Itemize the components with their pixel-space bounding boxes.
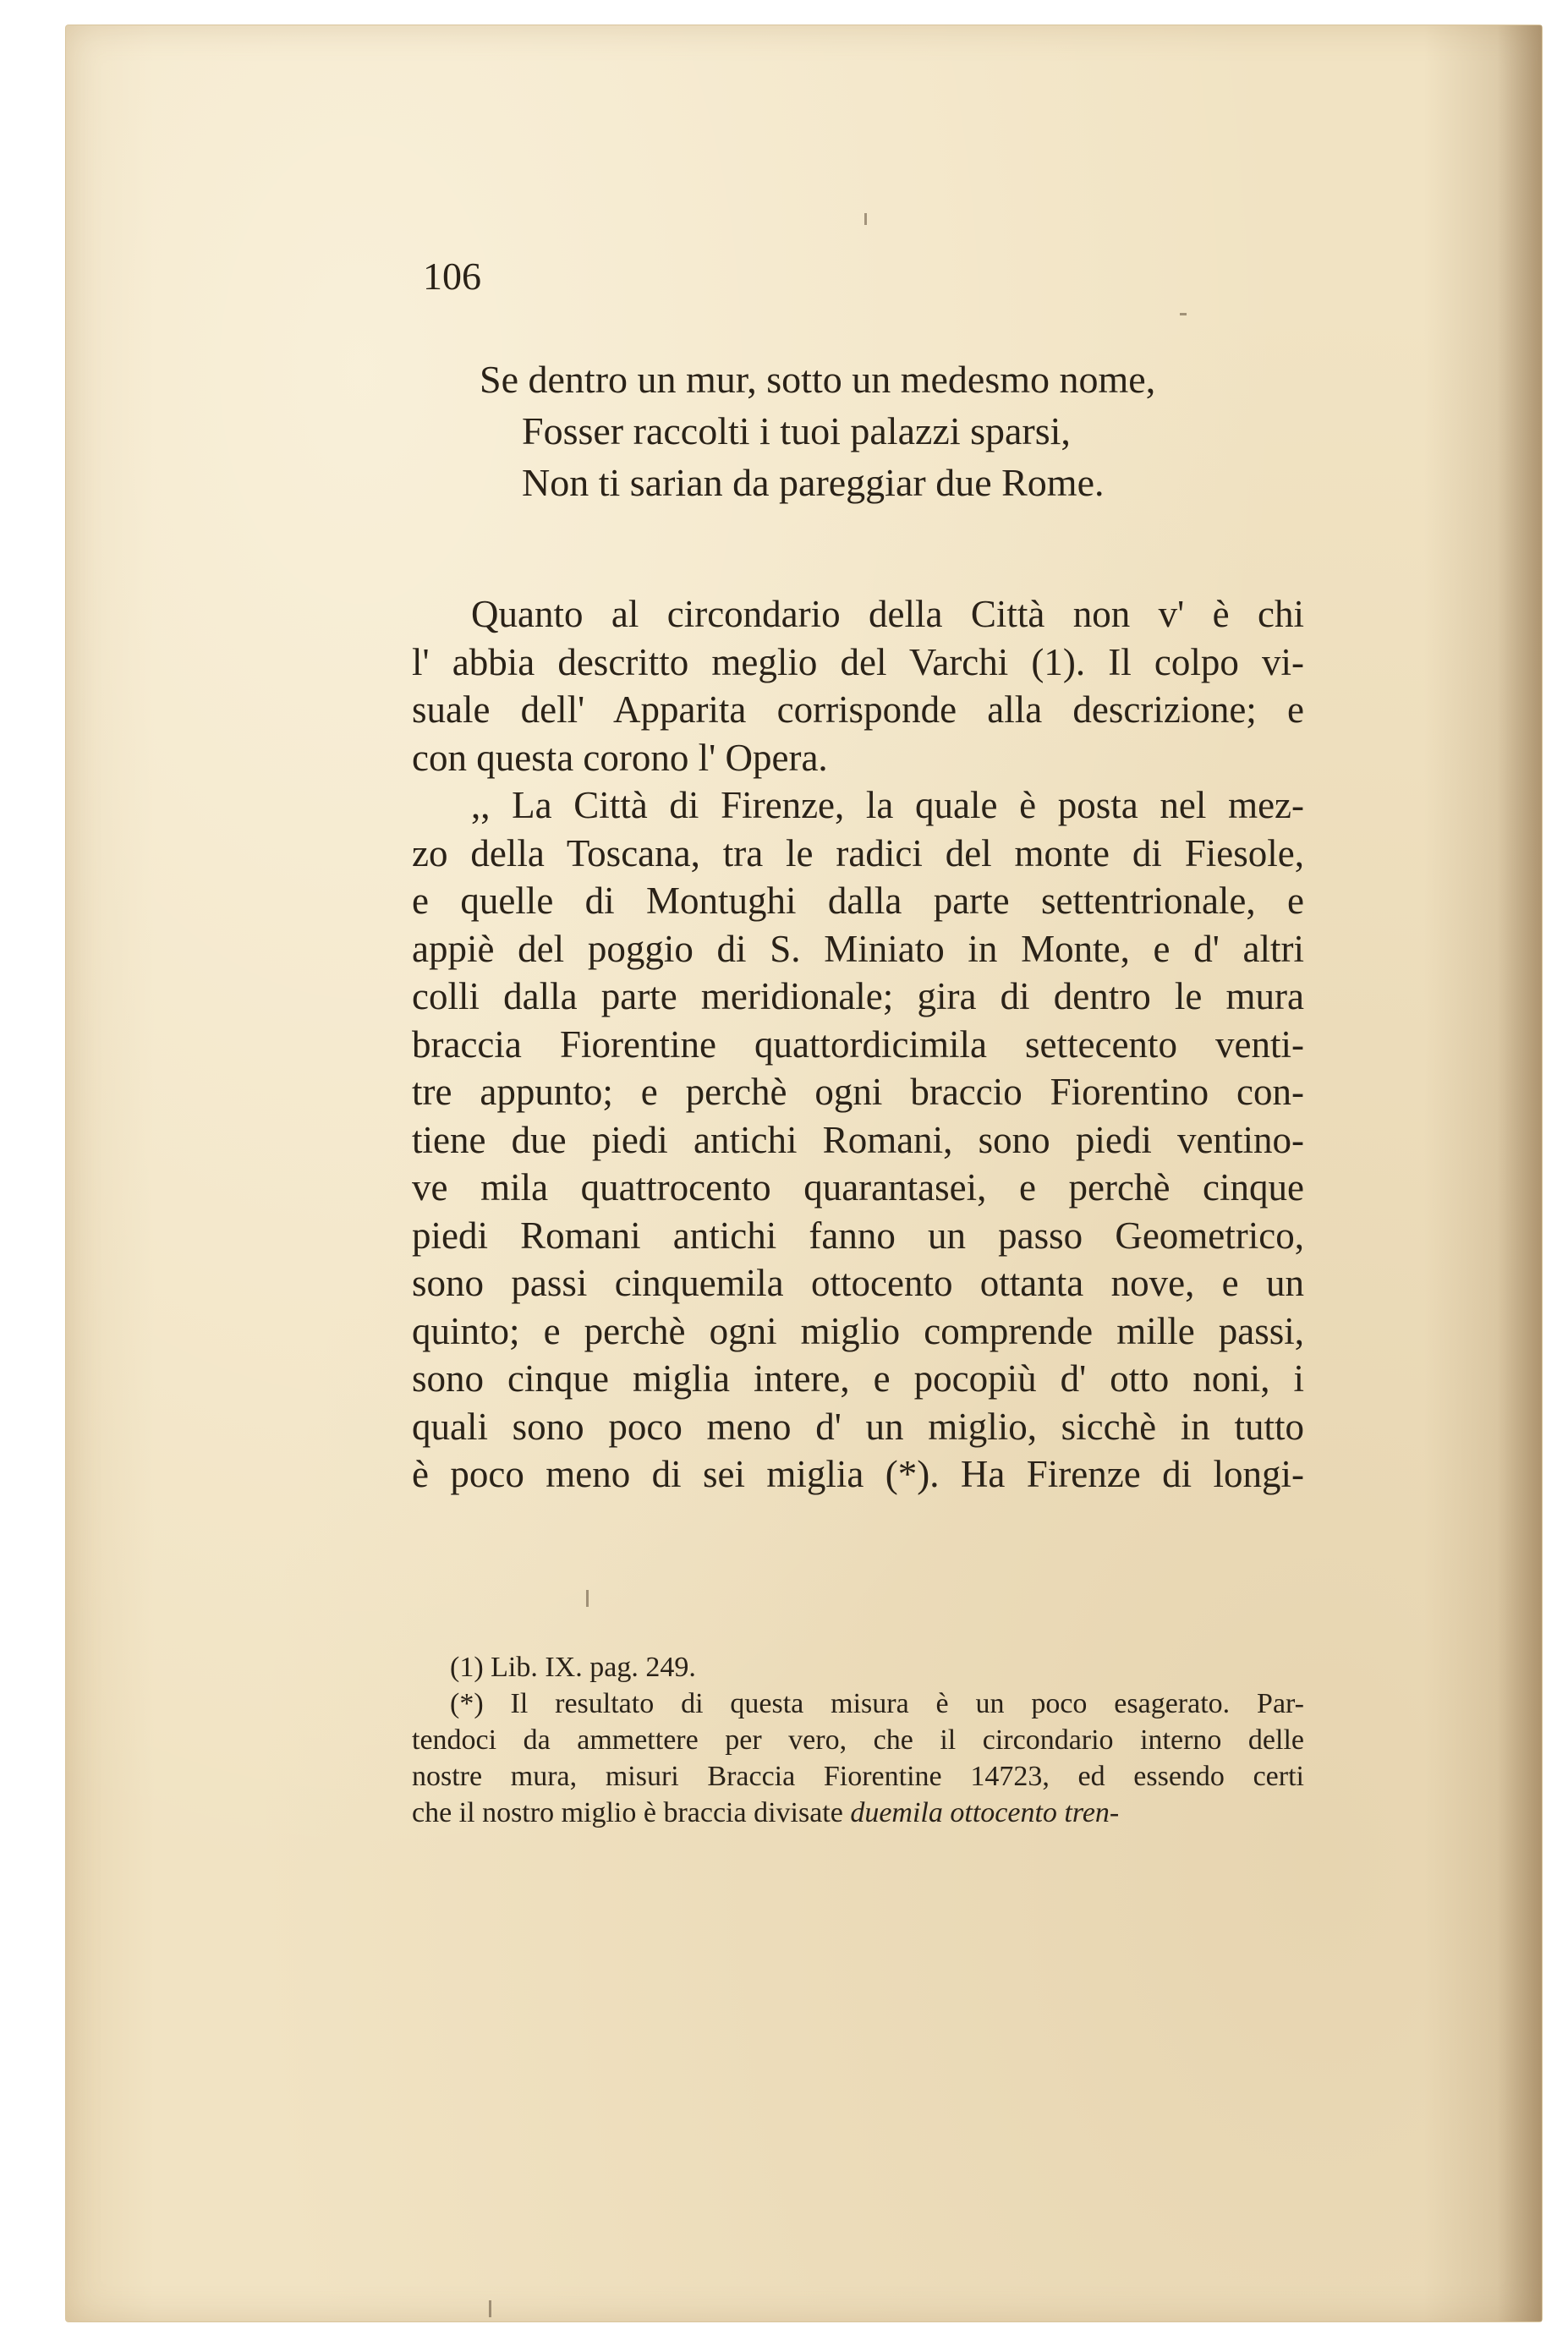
verse-line: Non ti sarian da pareggiar due Rome. (522, 461, 1105, 504)
body-line: con questa corono l' Opera. (412, 736, 828, 779)
verse-line: Se dentro un mur, sotto un medesmo nome, (480, 358, 1156, 401)
verse-block (480, 354, 1155, 508)
body-line: ,, La Città di Firenze, la quale è posta nel mez- (471, 784, 1304, 826)
body-line: ve mila quattrocento quarantasei, e perchè cinque (412, 1166, 1304, 1209)
body-line: suale dell' Apparita corrisponde alla descrizione; e (412, 688, 1304, 731)
body-line: è poco meno di sei miglia (*). Ha Firenze di longi- (412, 1453, 1304, 1495)
ink-speck (1180, 313, 1187, 315)
body-line: l' abbia descritto meglio del Varchi (1). Il colpo vi- (412, 640, 1304, 683)
body-text (412, 590, 1304, 1499)
ink-speck (489, 2300, 491, 2317)
body-line: tre appunto; e perchè ogni braccio Fiorentino con- (412, 1071, 1304, 1113)
footnote-2-plain-text: che il nostro miglio è braccia divisate (412, 1797, 851, 1828)
body-line: braccia Fiorentine quattordicimila settecento venti- (412, 1022, 1304, 1066)
footnote-1: (1) Lib. IX. pag. 249. (450, 1652, 696, 1683)
verse-line: Fosser raccolti i tuoi palazzi sparsi, (522, 409, 1071, 452)
body-line: e quelle di Montughi dalla parte settentrionale, e (412, 880, 1304, 922)
body-line: quali sono poco meno d' un miglio, sicchè in tutto (412, 1405, 1304, 1448)
body-line: quinto; e perchè ogni miglio comprende mille passi, (412, 1309, 1304, 1352)
footnote-2-italic-text: duemila ottocento tren- (850, 1797, 1120, 1828)
footnote-2-line: tendoci da ammettere per vero, che il circondario interno delle (412, 1724, 1304, 1756)
ink-speck (586, 1590, 589, 1607)
ink-speck (864, 213, 867, 225)
body-line: tiene due piedi antichi Romani, sono piedi ventino- (412, 1118, 1304, 1161)
page-edge-shadow (1497, 25, 1542, 2321)
body-line: sono cinque miglia intere, e pocopiù d' otto noni, i (412, 1357, 1304, 1400)
body-line: appiè del poggio di S. Miniato in Monte, e d' altri (412, 927, 1304, 970)
footnote-2-last-line (412, 1795, 1304, 1831)
body-line: zo della Toscana, tra le radici del monte di Fiesole, (412, 831, 1304, 874)
footnote-2-line: nostre mura, misuri Braccia Fiorentine 14723, ed essendo certi (412, 1761, 1304, 1792)
footnote-2-line: (*) Il resultato di questa misura è un poco esagerato. Par- (450, 1688, 1304, 1719)
body-line: sono passi cinquemila ottocento ottanta nove, e un (412, 1262, 1304, 1304)
page-number: 106 (423, 255, 481, 298)
body-line: piedi Romani antichi fanno un passo Geometrico, (412, 1214, 1304, 1257)
body-line: colli dalla parte meridionale; gira di dentro le mura (412, 975, 1304, 1017)
body-line: Quanto al circondario della Città non v' è chi (471, 593, 1304, 635)
footnotes (412, 1649, 1304, 1831)
